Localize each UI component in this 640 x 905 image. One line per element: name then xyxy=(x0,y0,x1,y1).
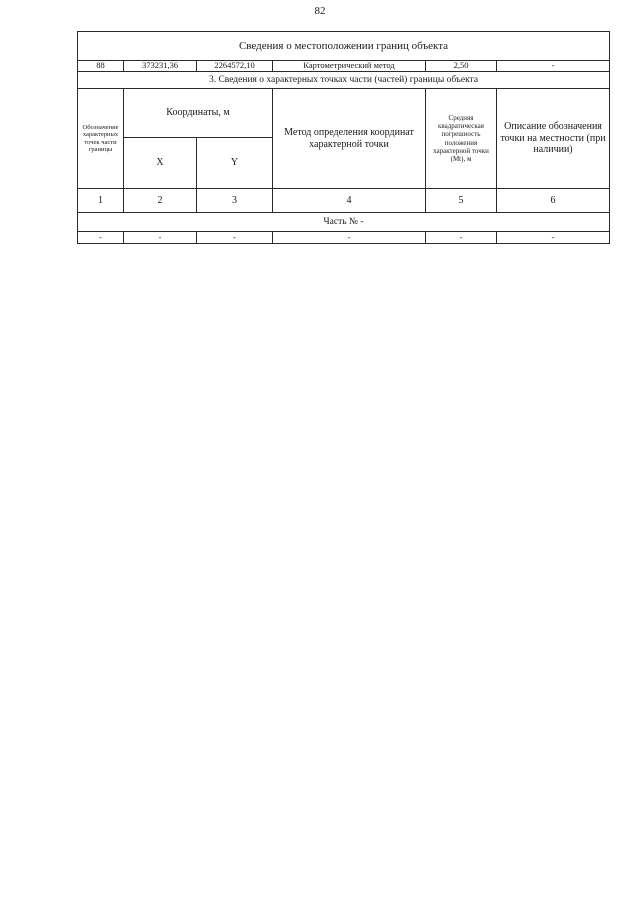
column-number: 3 xyxy=(197,189,273,213)
column-number: 4 xyxy=(273,189,426,213)
boundary-table xyxy=(77,31,610,244)
column-number: 5 xyxy=(426,189,497,213)
table-cell: - xyxy=(497,232,610,244)
header-accuracy: Средняя квадратическая погрешность положения характерной точки (Mt), м xyxy=(426,89,497,189)
table-row xyxy=(78,61,610,72)
table-cell: - xyxy=(124,232,197,244)
header-y: Y xyxy=(197,138,273,189)
header-point-designation: Обозначение характерных точек части границы xyxy=(78,89,124,189)
table-cell: - xyxy=(273,232,426,244)
header-x: X xyxy=(124,138,197,189)
table-cell: 373231,36 xyxy=(124,61,197,72)
table-cell: 2264572,10 xyxy=(197,61,273,72)
header-method: Метод определения координат характерной точки xyxy=(273,89,426,189)
column-number-row xyxy=(78,189,610,213)
table-cell: - xyxy=(197,232,273,244)
header-description: Описание обозначения точки на местности (при наличии) xyxy=(497,89,610,189)
column-number: 6 xyxy=(497,189,610,213)
table-cell: - xyxy=(78,232,124,244)
header-row xyxy=(78,89,610,138)
table-cell: 88 xyxy=(78,61,124,72)
column-number: 2 xyxy=(124,189,197,213)
table-row xyxy=(78,232,610,244)
table-cell: 2,50 xyxy=(426,61,497,72)
part-row xyxy=(78,213,610,232)
column-number: 1 xyxy=(78,189,124,213)
table-cell: - xyxy=(426,232,497,244)
header-coordinates: Координаты, м xyxy=(124,89,273,138)
table-title: Сведения о местоположении границ объекта xyxy=(78,32,610,61)
page-number: 82 xyxy=(314,5,326,17)
title-row xyxy=(78,32,610,61)
section-title: 3. Сведения о характерных точках части (частей) границы объекта xyxy=(78,72,610,89)
table-cell: - xyxy=(497,61,610,72)
table-cell: Картометрический метод xyxy=(273,61,426,72)
section-row xyxy=(78,72,610,89)
part-label: Часть № - xyxy=(78,213,610,232)
